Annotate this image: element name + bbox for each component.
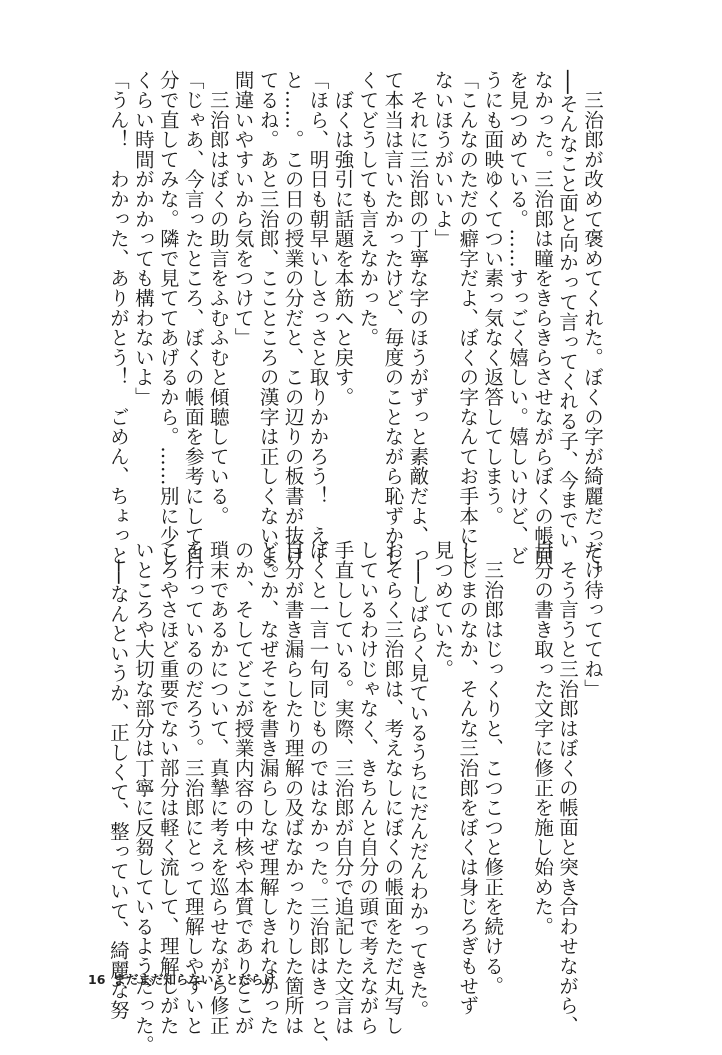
text-line: ころやさほど重要でない部分は軽く流して、理解しがた	[156, 540, 180, 1035]
text-line: を行っているのだろう。三治郎にとって理解しやすいと	[181, 540, 205, 1035]
text-line: 「ほら、明日も朝早いしさっさと取りかかろう！ えー	[306, 70, 330, 565]
book-title: まだまだ知らないことだらけ	[113, 972, 276, 987]
text-line: 三治郎はじっくりと、こつこつと修正を続ける。	[481, 540, 505, 996]
text-line: 瑣末であるかについて、真摯に考えを巡らせながら修正	[206, 540, 230, 1035]
text-line: 見つめていた。	[431, 540, 455, 679]
text-line: おそらく三治郎は、考えなしにぼくの帳面をただ丸写し	[381, 540, 405, 1035]
text-line: しじまのなか、そんな三治郎をぼくは身じろぎもせず	[456, 540, 480, 1016]
text-line: ──なんというか、正しくて、整っていて、綺麗な努	[106, 540, 130, 1020]
text-line: 手直ししている。実際、三治郎が自分で追記した文言は	[331, 540, 355, 1035]
text-line: 自分の書き取った文字に修正を施し始めた。	[531, 540, 555, 936]
text-line: ぼくは強引に話題を本筋へと戻す。	[331, 70, 355, 407]
text-line: それに三治郎の丁寧な字のほうがずっと素敵だよ、っ	[406, 70, 430, 565]
page-footer	[88, 970, 276, 988]
text-line: 「こんなのただの癖字だよ、ぼくの字なんてお手本にし	[456, 70, 480, 565]
text-line: 「じゃあ、今言ったところ、ぼくの帳面を参考にして自	[181, 70, 205, 565]
text-line: だけ待っててね」	[581, 540, 604, 699]
text-line: ──そんなこと面と向かって言ってくれる子、今までい	[556, 70, 580, 550]
text-line: て本当は言いたかったけど、毎度のことながら恥ずかし	[381, 70, 405, 565]
text-line: ないほうがいいよ」	[431, 70, 455, 249]
text-line: 自分が書き漏らしたり理解の及ばなかったりした箇所は	[281, 540, 305, 1035]
text-line: のか、そしてどこが授業内容の中核や本質でありどこが	[231, 540, 255, 1035]
text-line	[504, 540, 529, 972]
text-line: 間違いやすいから気をつけて」	[231, 70, 255, 348]
text-line: ぼくと一言一句同じものではなかった。三治郎はきっと、	[306, 540, 330, 1055]
page-number: 16	[88, 972, 106, 987]
text-line: しているわけじゃなく、きちんと自分の頭で考えながら	[356, 540, 380, 1035]
text-line: くてどうしても言えなかった。	[356, 70, 380, 348]
text-line: どこか、なぜそこを書き漏らしなぜ理解しきれなかった	[256, 540, 280, 1035]
text-line: 「うん！ わかった、ありがとう！ ごめん、ちょっと	[106, 70, 130, 565]
text-line: 三治郎はぼくの助言をふむふむと傾聴している。	[206, 70, 230, 526]
text-line: てるね。あと三治郎、ここところの漢字は正しくないよ。	[256, 70, 280, 585]
text-line: 分で直してみな。隣で見ててあげるから。……別に少し	[156, 70, 180, 565]
text-line: と……。この日の授業の分だと、この辺りの板書が抜け	[281, 70, 305, 565]
text-line: なかった。三治郎は瞳をきらきらさせながらぼくの帳面	[531, 70, 555, 565]
text-line: ──しばらく見ているうちにだんだんわかってきた。	[406, 540, 430, 1020]
text-line: くらい時間がかかっても構わないよ」	[131, 70, 155, 407]
top-text-block	[105, 70, 604, 585]
text-line: を見つめている。……すっごく嬉しい。嬉しいけど、ど	[506, 70, 530, 565]
text-line: うにも面映ゆくてつい素っ気なく返答してしまう。	[481, 70, 505, 526]
text-line: いところや大切な部分は丁寧に反芻しているようだった。	[131, 540, 155, 1055]
text-line: そう言うと三治郎はぼくの帳面と突き合わせながら、	[556, 540, 580, 1035]
text-line: 三治郎が改めて褒めてくれた。ぼくの字が綺麗だって。	[581, 70, 604, 585]
